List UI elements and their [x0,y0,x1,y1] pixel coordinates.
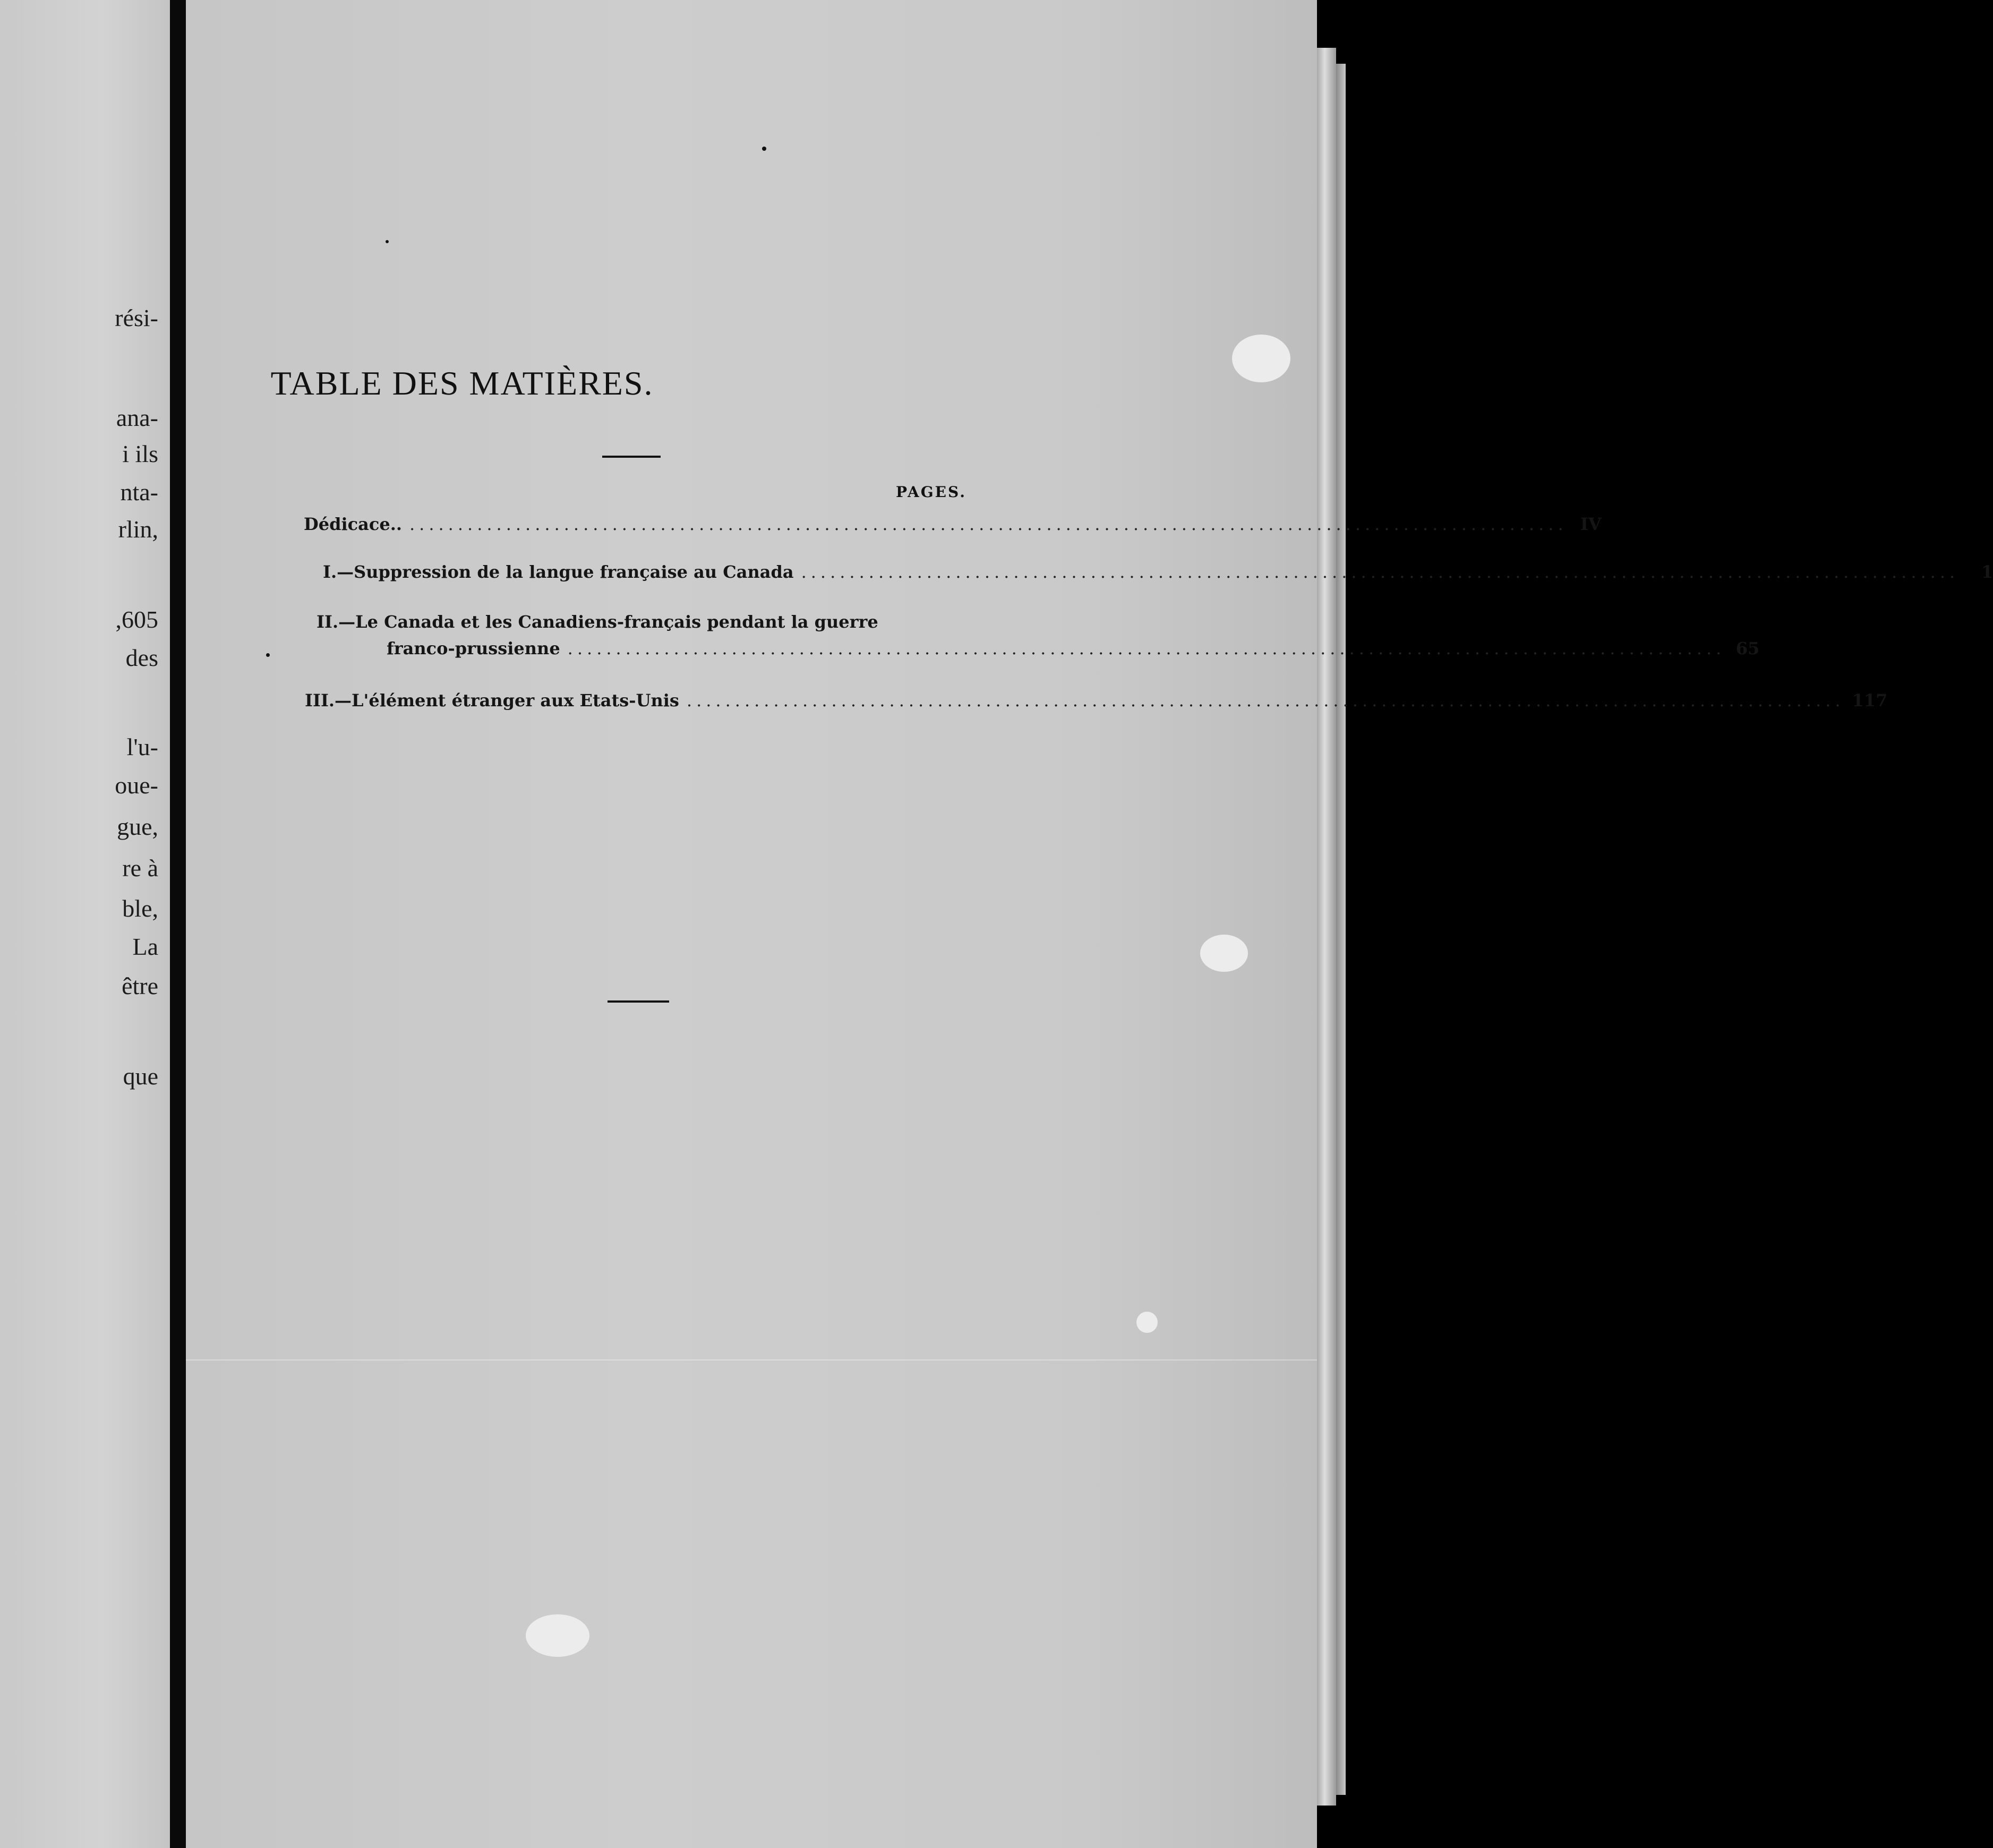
previous-page-line: gue, [117,813,158,840]
toc-entry[interactable] [304,514,1602,534]
paper-stain [526,1614,589,1657]
closing-rule [608,1000,669,1003]
previous-page-fragment [0,0,170,1848]
toc-entry-label: III.—L'élément étranger aux Etats-Unis [305,690,679,711]
paper-stain [1200,935,1248,972]
previous-page-line: rési- [115,304,158,331]
previous-page-line: des [125,644,158,671]
previous-page-line: ,605 [115,606,158,633]
dot-leader: ........................................................................................................................ [409,514,1568,534]
previous-page-line: l'u- [126,733,158,760]
toc-entry[interactable] [387,638,1760,658]
paper-stain [1232,335,1290,382]
previous-page-line: nta- [120,478,158,506]
previous-page-line: ble, [122,895,158,922]
speck [266,653,270,657]
toc-entry[interactable] [305,690,1888,711]
toc-entry-page: 117 [1852,690,1888,711]
toc-entry-label-line2: franco-prussienne [387,638,560,658]
previous-page-line: re à [122,854,158,882]
dot-leader: ........................................................................................................................ [567,638,1726,658]
previous-page-line: être [122,972,158,999]
dot-leader: ........................................................................................................................ [686,690,1845,711]
page-crease [186,1359,1317,1361]
table-of-contents-page [186,0,1317,1848]
speck [762,147,766,151]
toc-entry[interactable] [323,562,1993,582]
title-rule [602,456,661,458]
book-gutter [170,0,186,1848]
previous-page-line: i ils [122,440,158,467]
paper-stain [1136,1312,1158,1333]
toc-title: TABLE DES MATIÈRES. [270,364,654,402]
toc-entry-page: 1 [1981,562,1993,582]
previous-page-line: La [132,933,158,960]
page-edge [1317,48,1336,1806]
speck [386,240,389,243]
toc-entry-label-line1[interactable]: II.—Le Canada et les Canadiens-français pendant la guerre [317,612,878,632]
previous-page-line: ana- [116,404,158,431]
dot-leader: ........................................................................................................................ [801,562,1960,582]
previous-page-line: que [123,1063,158,1090]
toc-entry-page: 65 [1735,638,1760,658]
toc-entry-page: IV [1580,514,1602,534]
previous-page-line: oue- [115,772,158,799]
toc-entry-label: I.—Suppression de la langue française au Canada [323,562,794,582]
page-edge [1336,64,1346,1795]
toc-entry-label: Dédicace.. [304,514,402,534]
pages-column-heading: PAGES. [896,483,966,501]
previous-page-line: rlin, [118,516,158,543]
